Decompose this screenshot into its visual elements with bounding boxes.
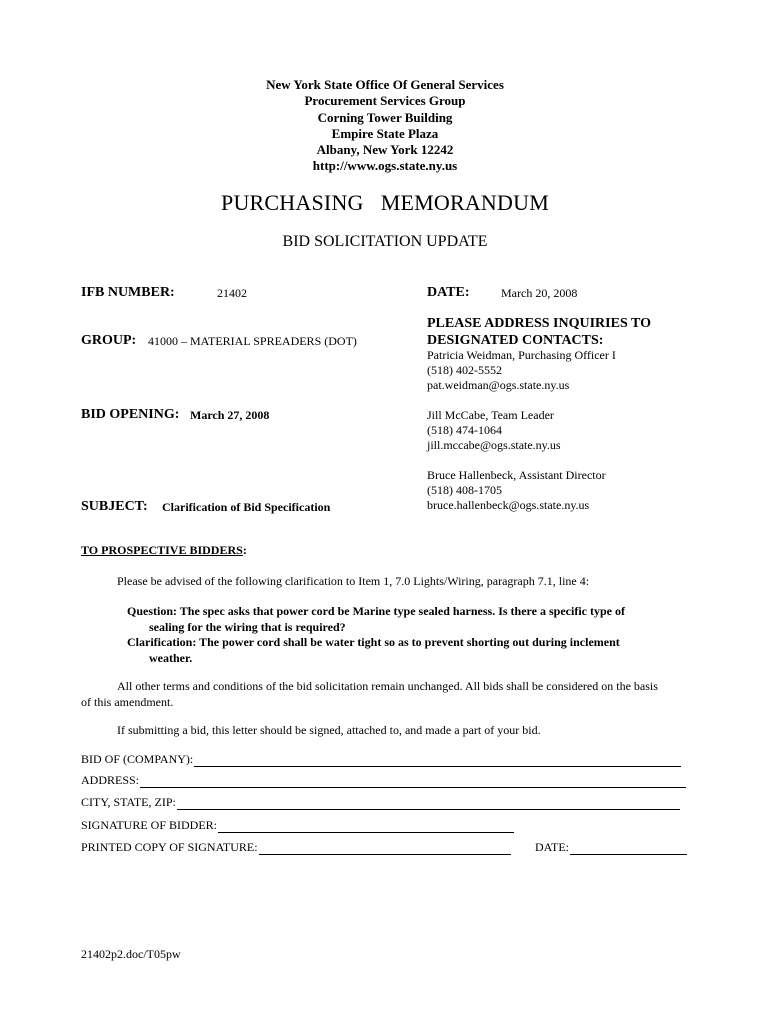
submit-note: If submitting a bid, this letter should be signed, attached to, and made a part of your bid. <box>117 723 541 737</box>
contact-block <box>427 468 606 513</box>
bid-of-company-label: BID OF (COMPANY): <box>81 752 194 766</box>
bid-opening-value: March 27, 2008 <box>190 408 270 422</box>
date-field[interactable] <box>535 840 687 855</box>
bid-opening-label: BID OPENING: <box>81 407 180 422</box>
contact-name: Patricia Weidman, Purchasing Officer I <box>427 348 616 362</box>
contact-phone: (518) 408-1705 <box>427 483 502 497</box>
intro-paragraph: Please be advised of the following clarification to Item 1, 7.0 Lights/Wiring, paragraph 7.1, line 4: <box>117 574 590 588</box>
signature-field[interactable] <box>81 818 514 833</box>
subject-value: Clarification of Bid Specification <box>162 500 331 514</box>
bid-of-company-field[interactable] <box>81 752 681 767</box>
terms-line: All other terms and conditions of the bid solicitation remain unchanged. All bids shall be considered on the basis <box>117 679 658 693</box>
clarification-line: Clarification: The power cord shall be water tight so as to prevent shorting out during inclement <box>127 635 620 649</box>
salutation-text: TO PROSPECTIVE BIDDERS <box>81 543 243 557</box>
printed-signature-label: PRINTED COPY OF SIGNATURE: <box>81 840 258 854</box>
letterhead-line: Corning Tower Building <box>317 109 453 125</box>
salutation-colon: : <box>242 543 247 557</box>
contacts-heading <box>427 315 651 349</box>
signature-label: SIGNATURE OF BIDDER: <box>81 818 218 832</box>
group-label: GROUP: <box>81 333 137 348</box>
salutation <box>81 543 247 558</box>
letterhead-line: Empire State Plaza <box>331 125 439 141</box>
printed-signature-field[interactable] <box>81 840 511 855</box>
date-field-label: DATE: <box>535 840 569 854</box>
group-value: 41000 – MATERIAL SPREADERS (DOT) <box>148 334 357 348</box>
signature-line[interactable] <box>218 820 514 833</box>
letterhead-line: Procurement Services Group <box>304 93 466 109</box>
contact-block <box>427 348 616 393</box>
contact-name: Jill McCabe, Team Leader <box>427 408 554 422</box>
page-subtitle: BID SOLICITATION UPDATE <box>282 233 488 250</box>
date-label: DATE: <box>427 285 470 300</box>
contact-email: pat.weidman@ogs.state.ny.us <box>427 378 570 392</box>
city-state-zip-line[interactable] <box>177 797 680 810</box>
subject-label: SUBJECT: <box>81 499 148 514</box>
date-field-line[interactable] <box>570 842 687 855</box>
ifb-number-label: IFB NUMBER: <box>81 285 175 300</box>
address-label: ADDRESS: <box>81 773 140 787</box>
contact-name: Bruce Hallenbeck, Assistant Director <box>427 468 606 482</box>
terms-line: of this amendment. <box>81 695 174 709</box>
bid-of-company-line[interactable] <box>194 754 681 767</box>
contacts-heading-line: DESIGNATED CONTACTS: <box>427 333 604 348</box>
contacts-heading-line: PLEASE ADDRESS INQUIRIES TO <box>427 316 651 331</box>
question-block <box>127 604 625 666</box>
contact-block <box>427 408 561 453</box>
date-value: March 20, 2008 <box>501 286 578 300</box>
letterhead-link: http://www.ogs.state.ny.us <box>312 158 458 174</box>
letterhead-line: Albany, New York 12242 <box>316 142 454 158</box>
clarification-line: weather. <box>149 650 193 665</box>
contact-email: bruce.hallenbeck@ogs.state.ny.us <box>427 498 590 512</box>
city-state-zip-label: CITY, STATE, ZIP: <box>81 795 176 809</box>
page-title: PURCHASING MEMORANDUM <box>221 190 549 215</box>
question-line: Question: The spec asks that power cord be Marine type sealed harness. Is there a specific type of <box>127 604 625 618</box>
address-line[interactable] <box>140 775 686 788</box>
ifb-number-value: 21402 <box>217 286 247 300</box>
letterhead-line: New York State Office Of General Services <box>266 77 504 92</box>
address-field[interactable] <box>81 773 686 788</box>
contact-email: jill.mccabe@ogs.state.ny.us <box>427 438 561 452</box>
contact-phone: (518) 402-5552 <box>427 363 502 377</box>
city-state-zip-field[interactable] <box>81 795 680 810</box>
contact-phone: (518) 474-1064 <box>427 423 502 437</box>
question-line: sealing for the wiring that is required? <box>149 619 346 634</box>
footer-doc-id: 21402p2.doc/T05pw <box>81 947 181 961</box>
printed-signature-line[interactable] <box>259 842 511 855</box>
letterhead <box>0 77 770 175</box>
terms-paragraph <box>81 678 701 710</box>
